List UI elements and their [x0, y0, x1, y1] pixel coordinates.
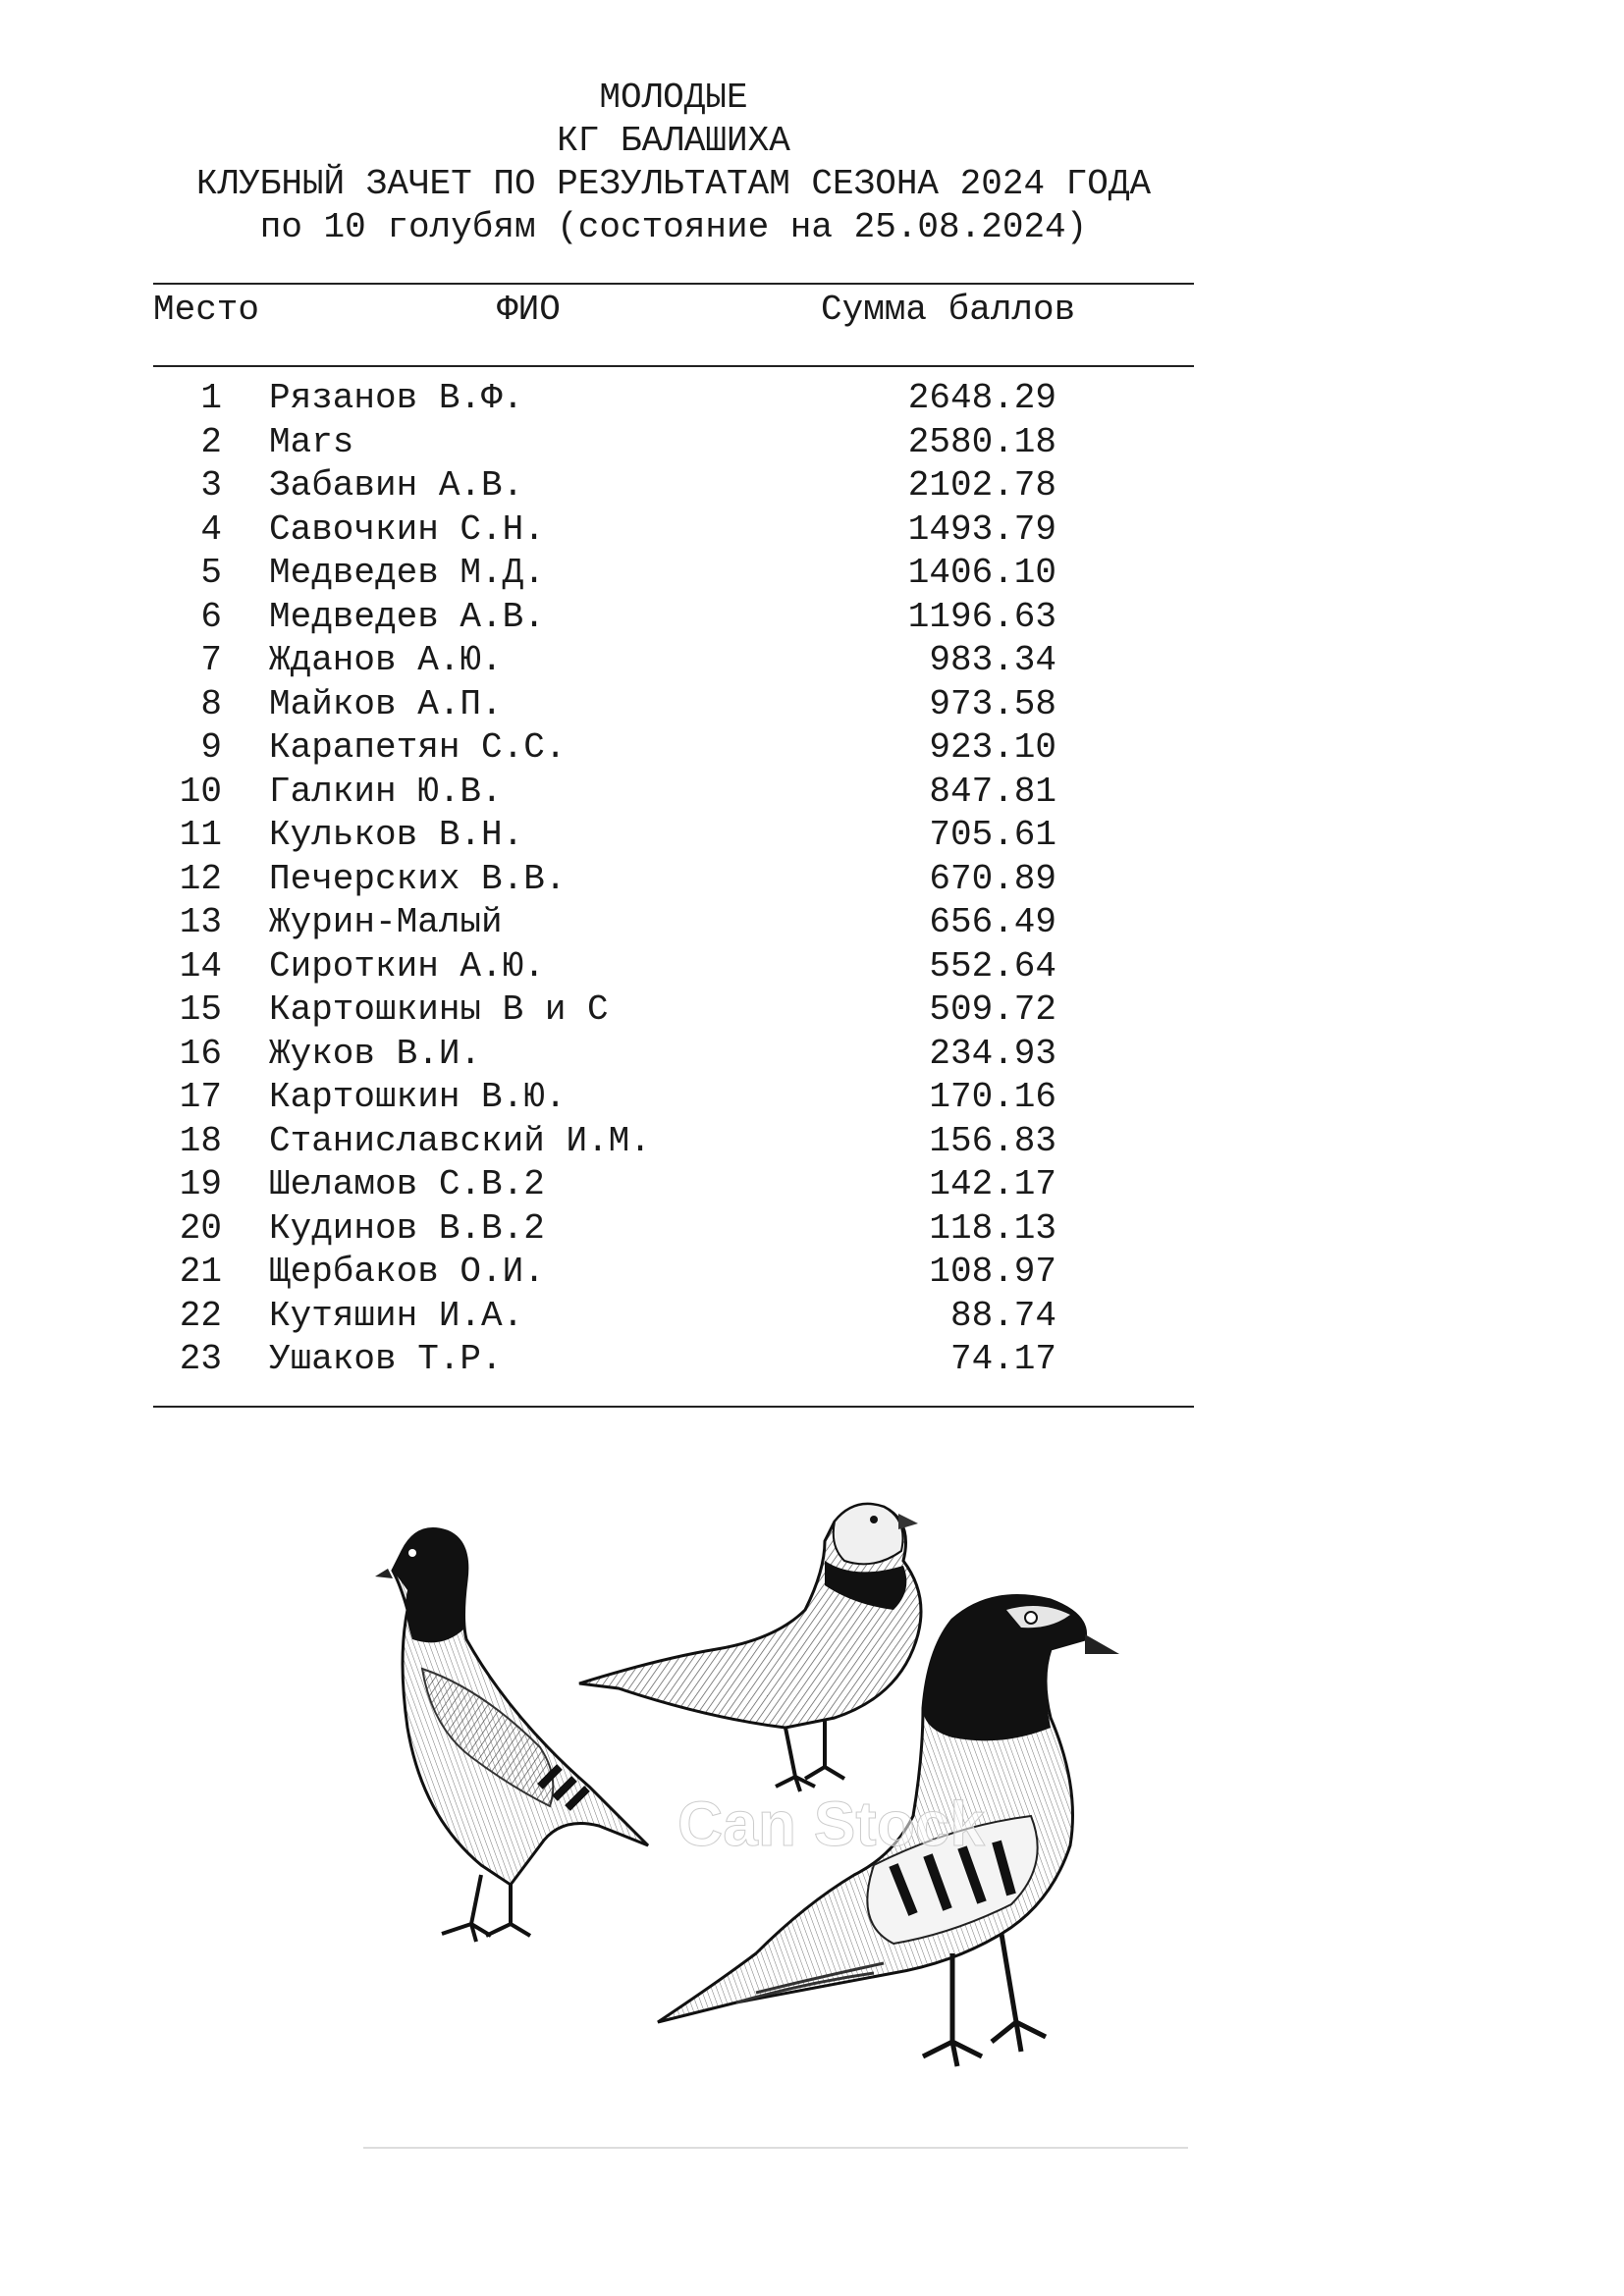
pigeons-drawing [363, 1492, 1188, 2150]
divider-top [153, 283, 1194, 285]
result-place: 1 [200, 378, 222, 418]
result-place: 8 [200, 683, 222, 724]
result-name: Станиславский И.М. [269, 1120, 651, 1161]
result-place: 17 [179, 1077, 222, 1117]
result-row [153, 771, 1194, 815]
result-score: 2580.18 [907, 421, 1056, 462]
result-name: Сироткин А.Ю. [269, 945, 545, 987]
result-score: 705.61 [929, 815, 1056, 855]
column-header-name: ФИО [497, 290, 561, 330]
result-score: 156.83 [929, 1120, 1056, 1161]
result-row [153, 1033, 1194, 1077]
heading-category: МОЛОДЫЕ [599, 78, 748, 118]
result-place: 20 [179, 1207, 222, 1249]
heading-subtitle: по 10 голубям (состояние на 25.08.2024) [259, 207, 1088, 247]
result-place: 15 [179, 989, 222, 1030]
result-row [153, 552, 1194, 596]
result-name: Журин-Малый [269, 902, 503, 942]
result-row [153, 1251, 1194, 1295]
result-name: Забавин А.В. [269, 465, 524, 506]
result-row [153, 858, 1194, 902]
result-place: 19 [179, 1164, 222, 1204]
result-row [153, 901, 1194, 945]
result-score: 656.49 [929, 902, 1056, 942]
result-score: 973.58 [929, 683, 1056, 724]
result-row [153, 726, 1194, 771]
result-name: Жданов А.Ю. [269, 640, 503, 680]
result-row [153, 988, 1194, 1033]
result-row [153, 508, 1194, 553]
result-place: 5 [200, 553, 222, 593]
column-header-place: Место [153, 290, 260, 330]
result-place: 11 [179, 815, 222, 855]
result-row [153, 596, 1194, 640]
result-score: 552.64 [929, 945, 1056, 987]
result-place: 7 [200, 640, 222, 680]
result-name: Mars [269, 421, 354, 462]
result-name: Кудинов В.В.2 [269, 1207, 545, 1249]
result-row [153, 1338, 1194, 1382]
result-score: 1406.10 [907, 553, 1056, 593]
report [153, 77, 1194, 1408]
pigeon-middle [579, 1504, 921, 1791]
divider-header [153, 365, 1194, 367]
result-score: 670.89 [929, 858, 1056, 899]
result-place: 16 [179, 1033, 222, 1074]
result-name: Картошкины В и С [269, 989, 609, 1030]
result-name: Жуков В.И. [269, 1033, 482, 1074]
result-score: 118.13 [929, 1207, 1056, 1249]
result-score: 142.17 [929, 1164, 1056, 1204]
result-place: 6 [200, 596, 222, 637]
result-place: 9 [200, 727, 222, 768]
result-score: 2648.29 [907, 378, 1056, 418]
watermark: Can Stock [677, 1789, 985, 1859]
result-name: Щербаков О.И. [269, 1252, 545, 1292]
result-place: 22 [179, 1295, 222, 1336]
heading-title: КЛУБНЫЙ ЗАЧЕТ ПО РЕЗУЛЬТАТАМ СЕЗОНА 2024 ГОДА [195, 164, 1152, 204]
result-place: 18 [179, 1120, 222, 1161]
result-row [153, 683, 1194, 727]
column-header-score: Сумма баллов [821, 290, 1076, 330]
result-score: 923.10 [929, 727, 1056, 768]
result-name: Карапетян С.С. [269, 727, 567, 768]
result-score: 108.97 [929, 1252, 1056, 1292]
result-score: 1493.79 [907, 508, 1056, 550]
result-row [153, 1207, 1194, 1252]
result-row [153, 421, 1194, 465]
result-row [153, 1295, 1194, 1339]
result-name: Медведев А.В. [269, 596, 545, 637]
result-score: 74.17 [949, 1339, 1056, 1379]
result-score: 509.72 [929, 989, 1056, 1030]
result-place: 4 [200, 508, 222, 550]
result-place: 12 [179, 858, 222, 899]
result-score: 983.34 [929, 640, 1056, 680]
result-name: Кульков В.Н. [269, 815, 524, 855]
result-name: Майков А.П. [269, 683, 503, 724]
result-row [153, 814, 1194, 858]
result-place: 10 [179, 771, 222, 812]
result-name: Шеламов С.В.2 [269, 1164, 545, 1204]
result-score: 2102.78 [907, 465, 1056, 506]
result-score: 847.81 [929, 771, 1056, 812]
result-name: Галкин Ю.В. [269, 771, 503, 812]
result-score: 1196.63 [907, 596, 1056, 637]
result-score: 88.74 [949, 1295, 1056, 1336]
result-row [153, 639, 1194, 683]
result-score: 234.93 [929, 1033, 1056, 1074]
result-name: Кутяшин И.А. [269, 1295, 524, 1336]
result-name: Рязанов В.Ф. [269, 378, 524, 418]
result-place: 3 [200, 465, 222, 506]
result-row [153, 1163, 1194, 1207]
heading-club: КГ БАЛАШИХА [557, 121, 790, 161]
result-name: Ушаков Т.Р. [269, 1339, 503, 1379]
result-place: 13 [179, 902, 222, 942]
result-place: 23 [179, 1339, 222, 1379]
result-row [153, 945, 1194, 989]
column-header-row [153, 289, 1194, 332]
result-row [153, 377, 1194, 421]
divider-bottom [153, 1406, 1194, 1408]
result-place: 21 [179, 1252, 222, 1292]
result-place: 2 [200, 421, 222, 462]
result-row [153, 1120, 1194, 1164]
pigeons-illustration [363, 1492, 1188, 2150]
result-name: Медведев М.Д. [269, 553, 545, 593]
result-row [153, 464, 1194, 508]
result-place: 14 [179, 945, 222, 987]
result-name: Печерских В.В. [269, 858, 567, 899]
result-score: 170.16 [929, 1077, 1056, 1117]
result-name: Савочкин С.Н. [269, 508, 545, 550]
results-list [153, 377, 1194, 1382]
result-name: Картошкин В.Ю. [269, 1077, 567, 1117]
pigeon-left [375, 1529, 648, 1943]
result-row [153, 1076, 1194, 1120]
